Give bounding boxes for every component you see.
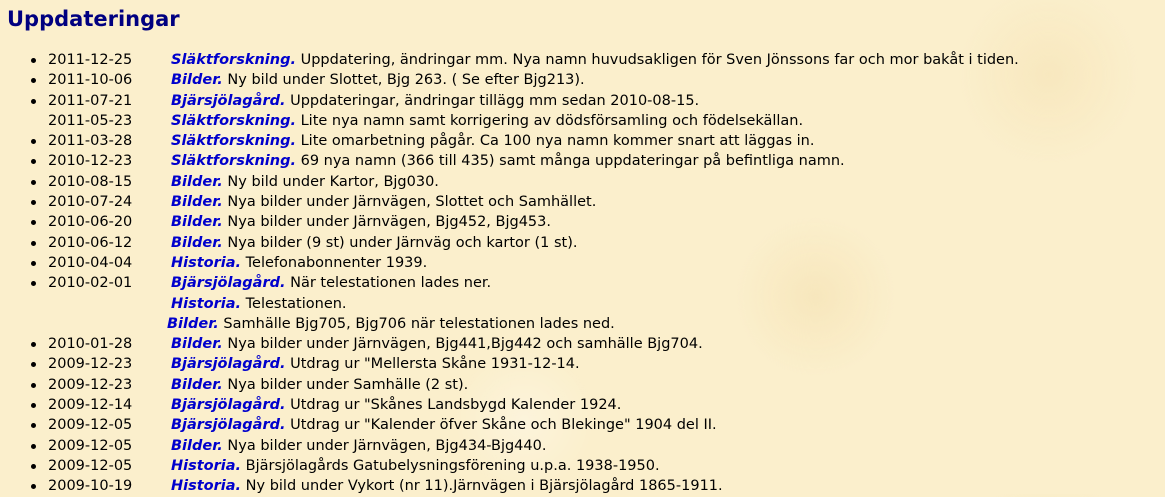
update-text: När telestationen lades ner. [285, 275, 492, 292]
bullet-icon [31, 180, 36, 185]
update-entry [167, 314, 615, 334]
bullet-icon [31, 403, 36, 408]
update-text: Nya bilder under Järnvägen, Bjg434-Bjg440. [222, 437, 547, 454]
update-category: Bjärsjölagård. [171, 92, 286, 109]
bullet-icon [31, 139, 36, 144]
update-text: Ny bild under Slottet, Bjg 263. ( Se efter Bjg213). [222, 72, 585, 89]
update-category: Bilder. [171, 336, 223, 353]
update-date: 2009-12-05 [48, 437, 133, 454]
update-entry [171, 375, 468, 395]
bullet-icon [31, 484, 36, 489]
bullet-icon [31, 261, 36, 266]
bullet-icon [31, 200, 36, 205]
update-text: 69 nya namn (366 till 435) samt många uppdateringar på befintliga namn. [295, 153, 845, 170]
update-entry [171, 70, 585, 90]
bullet-icon [31, 281, 36, 286]
update-text: Uppdatering, ändringar mm. Nya namn huvudsakligen för Sven Jönssons far och mor bakåt i tiden. [295, 52, 1019, 68]
update-category: Bjärsjölagård. [171, 397, 286, 414]
bullet-icon [31, 58, 36, 63]
update-text: Utdrag ur "Mellersta Skåne 1931-12-14. [285, 356, 580, 373]
update-date: 2009-10-19 [48, 478, 133, 495]
update-category: Släktforskning. [171, 112, 296, 129]
update-text: Telestationen. [241, 295, 347, 312]
update-category: Bilder. [171, 214, 223, 231]
update-category: Bilder. [171, 376, 223, 393]
update-date: 2010-06-20 [48, 214, 133, 231]
update-category: Bilder. [171, 194, 223, 211]
update-text: Utdrag ur "Kalender öfver Skåne och Blekinge" 1904 del II. [285, 417, 717, 434]
update-entry [171, 151, 845, 171]
update-text: Ny bild under Kartor, Bjg030. [222, 173, 439, 190]
update-category: Bjärsjölagård. [171, 275, 286, 292]
update-entry [171, 192, 596, 212]
update-entry [171, 172, 439, 192]
update-date: 2010-08-15 [48, 173, 133, 190]
update-category: Bilder. [167, 315, 219, 332]
update-date: 2010-02-01 [48, 275, 133, 292]
bullet-icon [31, 241, 36, 246]
update-entry [171, 456, 660, 476]
bullet-icon [31, 78, 36, 83]
update-date: 2010-12-23 [48, 153, 133, 170]
bullet-icon [31, 99, 36, 104]
page-title: Uppdateringar [7, 7, 180, 31]
update-category: Historia. [171, 295, 242, 312]
update-entry [171, 233, 577, 253]
update-text: Nya bilder under Samhälle (2 st). [222, 376, 469, 393]
update-category: Släktforskning. [171, 52, 296, 68]
update-category: Bilder. [171, 437, 223, 454]
update-entry [171, 415, 717, 435]
update-text: Nya bilder under Järnvägen, Bjg441,Bjg442 och samhälle Bjg704. [222, 336, 703, 353]
bullet-icon [31, 383, 36, 388]
update-entry [171, 212, 551, 232]
bullet-icon [31, 444, 36, 449]
update-text: Lite nya namn samt korrigering av dödsförsamling och födelsekällan. [295, 112, 804, 129]
update-entry [171, 334, 703, 354]
update-category: Bjärsjölagård. [171, 417, 286, 434]
update-category: Bilder. [171, 72, 223, 89]
bullet-icon [31, 159, 36, 164]
update-entry [171, 253, 427, 273]
update-text: Bjärsjölagårds Gatubelysningsförening u.p.a. 1938-1950. [241, 457, 660, 474]
bullet-icon [31, 464, 36, 469]
update-text: Samhälle Bjg705, Bjg706 när telestationen lades ned. [218, 315, 615, 332]
update-entry [171, 395, 621, 415]
update-date: 2010-01-28 [48, 336, 133, 353]
update-entry [171, 131, 814, 151]
update-text: Uppdateringar, ändringar tillägg mm sedan 2010-08-15. [285, 92, 700, 109]
update-text: Lite omarbetning pågår. Ca 100 nya namn kommer snart att läggas in. [295, 133, 815, 150]
update-text: Nya bilder under Järnvägen, Bjg452, Bjg453. [222, 214, 551, 231]
update-date: 2009-12-14 [48, 397, 133, 414]
update-date: 2010-07-24 [48, 194, 133, 211]
update-date: 2011-10-06 [48, 72, 133, 89]
update-text: Ny bild under Vykort (nr 11).Järnvägen i Bjärsjölagård 1865-1911. [241, 478, 723, 495]
update-category: Släktforskning. [171, 153, 296, 170]
update-text: Telefonabonnenter 1939. [241, 254, 428, 271]
update-date: 2009-12-05 [48, 417, 133, 434]
update-entry [171, 50, 1019, 70]
update-category: Historia. [171, 457, 242, 474]
update-text: Nya bilder (9 st) under Järnväg och kartor (1 st). [222, 234, 578, 251]
update-category: Bilder. [171, 234, 223, 251]
update-date: 2010-04-04 [48, 254, 133, 271]
update-entry [171, 294, 347, 314]
update-category: Släktforskning. [171, 133, 296, 150]
update-date: 2010-06-12 [48, 234, 133, 251]
update-entry [171, 273, 491, 293]
update-category: Bilder. [171, 173, 223, 190]
update-date: 2011-03-28 [48, 133, 133, 150]
update-date: 2011-07-21 [48, 92, 133, 109]
update-entry [171, 354, 580, 374]
update-date: 2009-12-23 [48, 376, 133, 393]
bullet-icon [31, 342, 36, 347]
update-date: 2011-12-25 [48, 52, 133, 68]
update-date: 2011-05-23 [48, 112, 133, 129]
update-text: Utdrag ur "Skånes Landsbygd Kalender 1924. [285, 397, 622, 414]
bullet-icon [31, 220, 36, 225]
bullet-icon [31, 362, 36, 367]
bullet-icon [31, 423, 36, 428]
update-date: 2009-12-23 [48, 356, 133, 373]
update-entry [171, 436, 546, 456]
update-entry [171, 91, 699, 111]
update-category: Bjärsjölagård. [171, 356, 286, 373]
update-text: Nya bilder under Järnvägen, Slottet och Samhället. [222, 194, 597, 211]
update-entry [171, 111, 803, 131]
update-entry [171, 476, 723, 496]
update-category: Historia. [171, 254, 242, 271]
update-category: Historia. [171, 478, 242, 495]
update-date: 2009-12-05 [48, 457, 133, 474]
